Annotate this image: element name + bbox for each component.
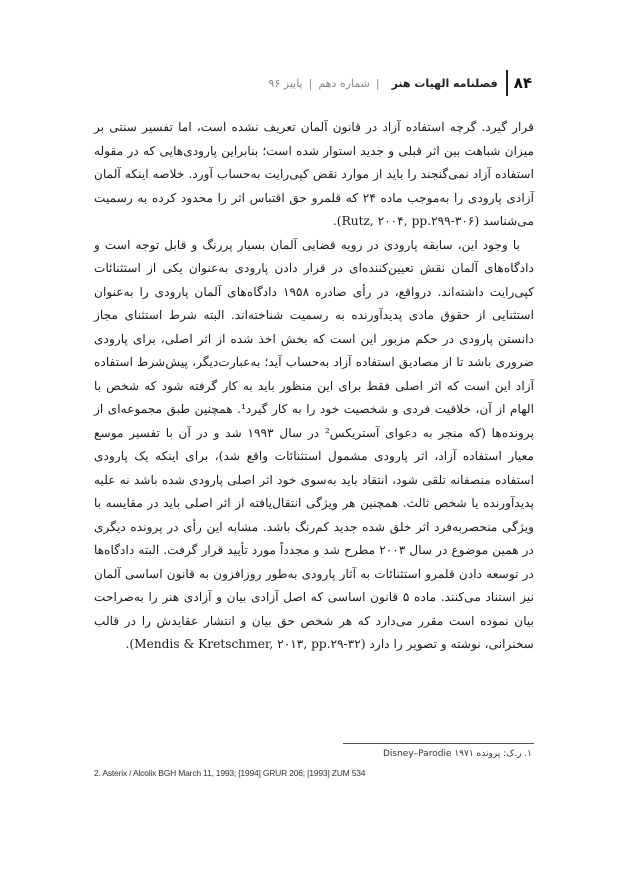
paragraph: قرار گیرد. گرچه استفاده آزاد در قانون آلمان تعریف نشده است، اما تفسیر سنتی بر میزان شباهت بین اثر قبلی و جدید استوار شده است؛ بنابراین پارودی‌هایی که در مقوله استفاده آزاد نمی‌گنجند را باید از موارد نقض کپی‌رایت به‌حساب آورد. خلاصه اینکه آلمان آزادی پارودی را به‌موجب ماده ۲۴ که قلمرو حق اقتباس اثر را محدود کرده به رسمیت می‌شناسد (Rutz, ۲۰۰۴, pp.۲۹۹-۳۰۶). bbox=[94, 120, 534, 228]
season-label: پاییز ۹۶ bbox=[268, 76, 303, 90]
article-body bbox=[94, 116, 534, 657]
page-number: ۸۴ bbox=[513, 74, 532, 92]
footnote-divider bbox=[343, 743, 534, 744]
journal-title: فصلنامه الهیات هنر bbox=[391, 76, 498, 90]
header-divider-bar bbox=[506, 70, 508, 96]
footnote-2: 2. Asterix / Alcolix BGH March 11, 1993; [1994] GRUR 206; [1993] ZUM 534 bbox=[94, 768, 366, 778]
header-separator: | bbox=[375, 76, 380, 90]
header-separator: | bbox=[308, 76, 313, 90]
issue-label: شماره دهم bbox=[318, 76, 370, 90]
page-header bbox=[92, 70, 532, 96]
paragraph: با وجود این، سابقه پارودی در رویه قضایی آلمان بسیار پررنگ و قابل توجه است و دادگاه‌های آلمان نقش تعیین‌کننده‌ای در قرار دادن پارودی به‌عنوان یکی از استثنائات کپی‌رایت داشته‌اند. درواقع، در رأی صادره ۱۹۵۸ دادگاه‌های آلمان پارودی را به‌عنوان استثنایی از حقوق مادی پدیدآورنده به رسمیت شناخته‌اند. البته شرط استثنای مجاز دانستن پارودی در حکم مزبور این است که بخش اخذ شده از اثر اصلی، برای پارودی ضروری باشد تا از مصادیق استفاده آزاد به‌حساب آید؛ به‌عبارت‌دیگر، پیش‌شرط استفاده آزاد این است که اثر اصلی فقط برای این منظور باید به کار گرفته شود که شخص با الهام از آن، خلاقیت فردی و شخصیت خود را به کار گیرد¹. همچنین طبق مجموعه‌ای از پرونده‌ها (که منجر به دعوای آستریکس² در سال ۱۹۹۳ شد و در آن با تفسیر موسع معیار استفاده آزاد، اثر پارودی مشمول استثنائات واقع شد)، برای اینکه یک پارودی استفاده منصفانه تلقی شود، انتقاد باید به‌سوی خود اثر اصلی پارودی شده باشد نه علیه پدیدآورنده یا شخص ثالث. همچنین هر ویژگی انتقال‌یافته از اثر اصلی باید در مقایسه با ویژگی منحصربه‌فرد اثر خلق شده جدید کم‌رنگ باشد. مشابه این رأی در پرونده دیگری در همین موضوع در سال ۲۰۰۳ مطرح شد و مجدداً مورد تأیید قرار گرفت. البته دادگاه‌ها در توسعه دادن قلمرو استثنائات به آثار پارودی به‌طور روزافزون به قانون اساسی آلمان نیز استناد می‌کنند. ماده ۵ قانون اساسی که اصل آزادی بیان و آزادی هنر را به‌صراحت بیان نموده است مقرر می‌دارد که هر شخص حق بیان و انتشار عقایدش را در قالب سخنرانی، نوشته و تصویر را دارد (Mendis & Kretschmer, ۲۰۱۳, pp.۲۹-۳۲). bbox=[94, 237, 535, 651]
footnote-1: ۱. ر.ک: پرونده Disney–Parodie ۱۹۷۱ bbox=[382, 749, 532, 759]
